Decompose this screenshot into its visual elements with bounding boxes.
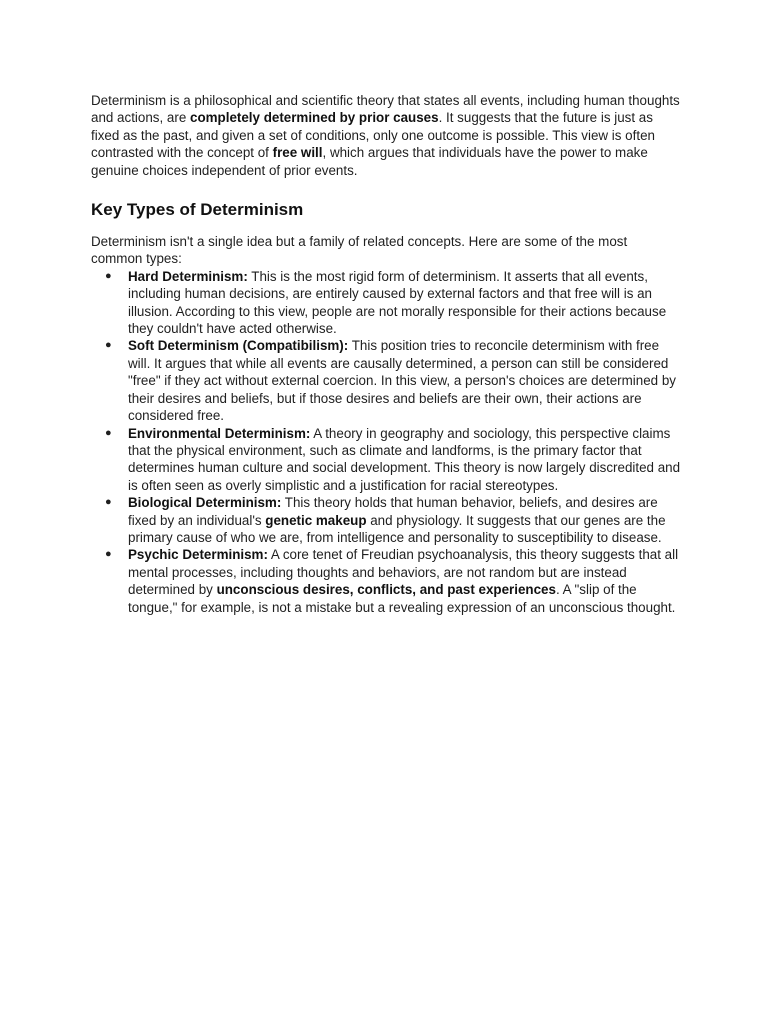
types-list xyxy=(91,268,681,616)
term-label: Soft Determinism (Compatibilism): xyxy=(128,338,349,354)
bullet-icon: ● xyxy=(105,339,112,352)
term-description-part-2: and physiology. It suggests that our genes are the primary cause of who we are, from intelligence and personality to susceptibility to disease. xyxy=(128,512,666,545)
section-heading: Key Types of Determinism xyxy=(91,200,304,220)
term-description-part-1: A core tenet of Freudian psychoanalysis, this theory suggests that all mental processes, including thoughts and behaviors, are not random but are instead determined by xyxy=(128,547,679,598)
term-emphasis: genetic makeup xyxy=(265,512,367,528)
intro-bold-2: free will xyxy=(272,145,323,161)
document-page xyxy=(91,92,681,616)
bullet-icon: ● xyxy=(105,269,112,282)
list-item-environmental-determinism xyxy=(91,425,681,495)
bullet-icon: ● xyxy=(105,426,112,439)
intro-bold-1: completely determined by prior causes xyxy=(190,110,439,126)
list-item-hard-determinism xyxy=(91,268,681,338)
list-item-biological-determinism xyxy=(91,494,681,546)
term-description: A theory in geography and sociology, this perspective claims that the physical environment, such as climate and landforms, is the primary factor that determines human culture and social development. This theory is now largely discredited and is often seen as overly simplistic and a justification for racial stereotypes. xyxy=(128,425,681,493)
term-emphasis: unconscious desires, conflicts, and past experiences xyxy=(216,582,556,598)
term-description: This position tries to reconcile determinism with free will. It argues that while all events are causally determined, a person can still be considered "free" if they act without external coercion. In this view, a person's choices are determined by their desires and beliefs, but if those desires and beliefs are their own, their actions are considered free. xyxy=(128,338,676,424)
list-item-psychic-determinism xyxy=(91,546,681,616)
term-label: Psychic Determinism: xyxy=(128,547,268,563)
list-item-soft-determinism xyxy=(91,337,681,424)
term-label: Biological Determinism: xyxy=(128,495,282,511)
term-description-part-1: This theory holds that human behavior, beliefs, and desires are fixed by an individual's xyxy=(128,495,658,528)
term-description-part-2: . A "slip of the tongue," for example, is not a mistake but a revealing expression of an unconscious thought. xyxy=(128,582,676,615)
intro-text-1: Determinism is a philosophical and scientific theory that states all events, including human thoughts and actions, are xyxy=(91,93,680,126)
term-label: Hard Determinism: xyxy=(128,268,248,284)
intro-paragraph xyxy=(91,92,681,179)
section-lead: Determinism isn't a single idea but a family of related concepts. Here are some of the most common types: xyxy=(91,234,628,267)
bullet-icon: ● xyxy=(105,496,112,509)
intro-text-2: . It suggests that the future is just as fixed as the past, and given a set of conditions, only one outcome is possible. This view is often contrasted with the concept of xyxy=(91,110,655,161)
intro-text-3: , which argues that individuals have the power to make genuine choices independent of prior events. xyxy=(91,145,648,178)
term-description: This is the most rigid form of determinism. It asserts that all events, including human decisions, are entirely caused by external factors and that free will is an illusion. According to this view, people are not morally responsible for their actions because they couldn't have acted otherwise. xyxy=(128,268,667,337)
bullet-icon: ● xyxy=(105,548,112,561)
term-label: Environmental Determinism: xyxy=(128,425,311,441)
